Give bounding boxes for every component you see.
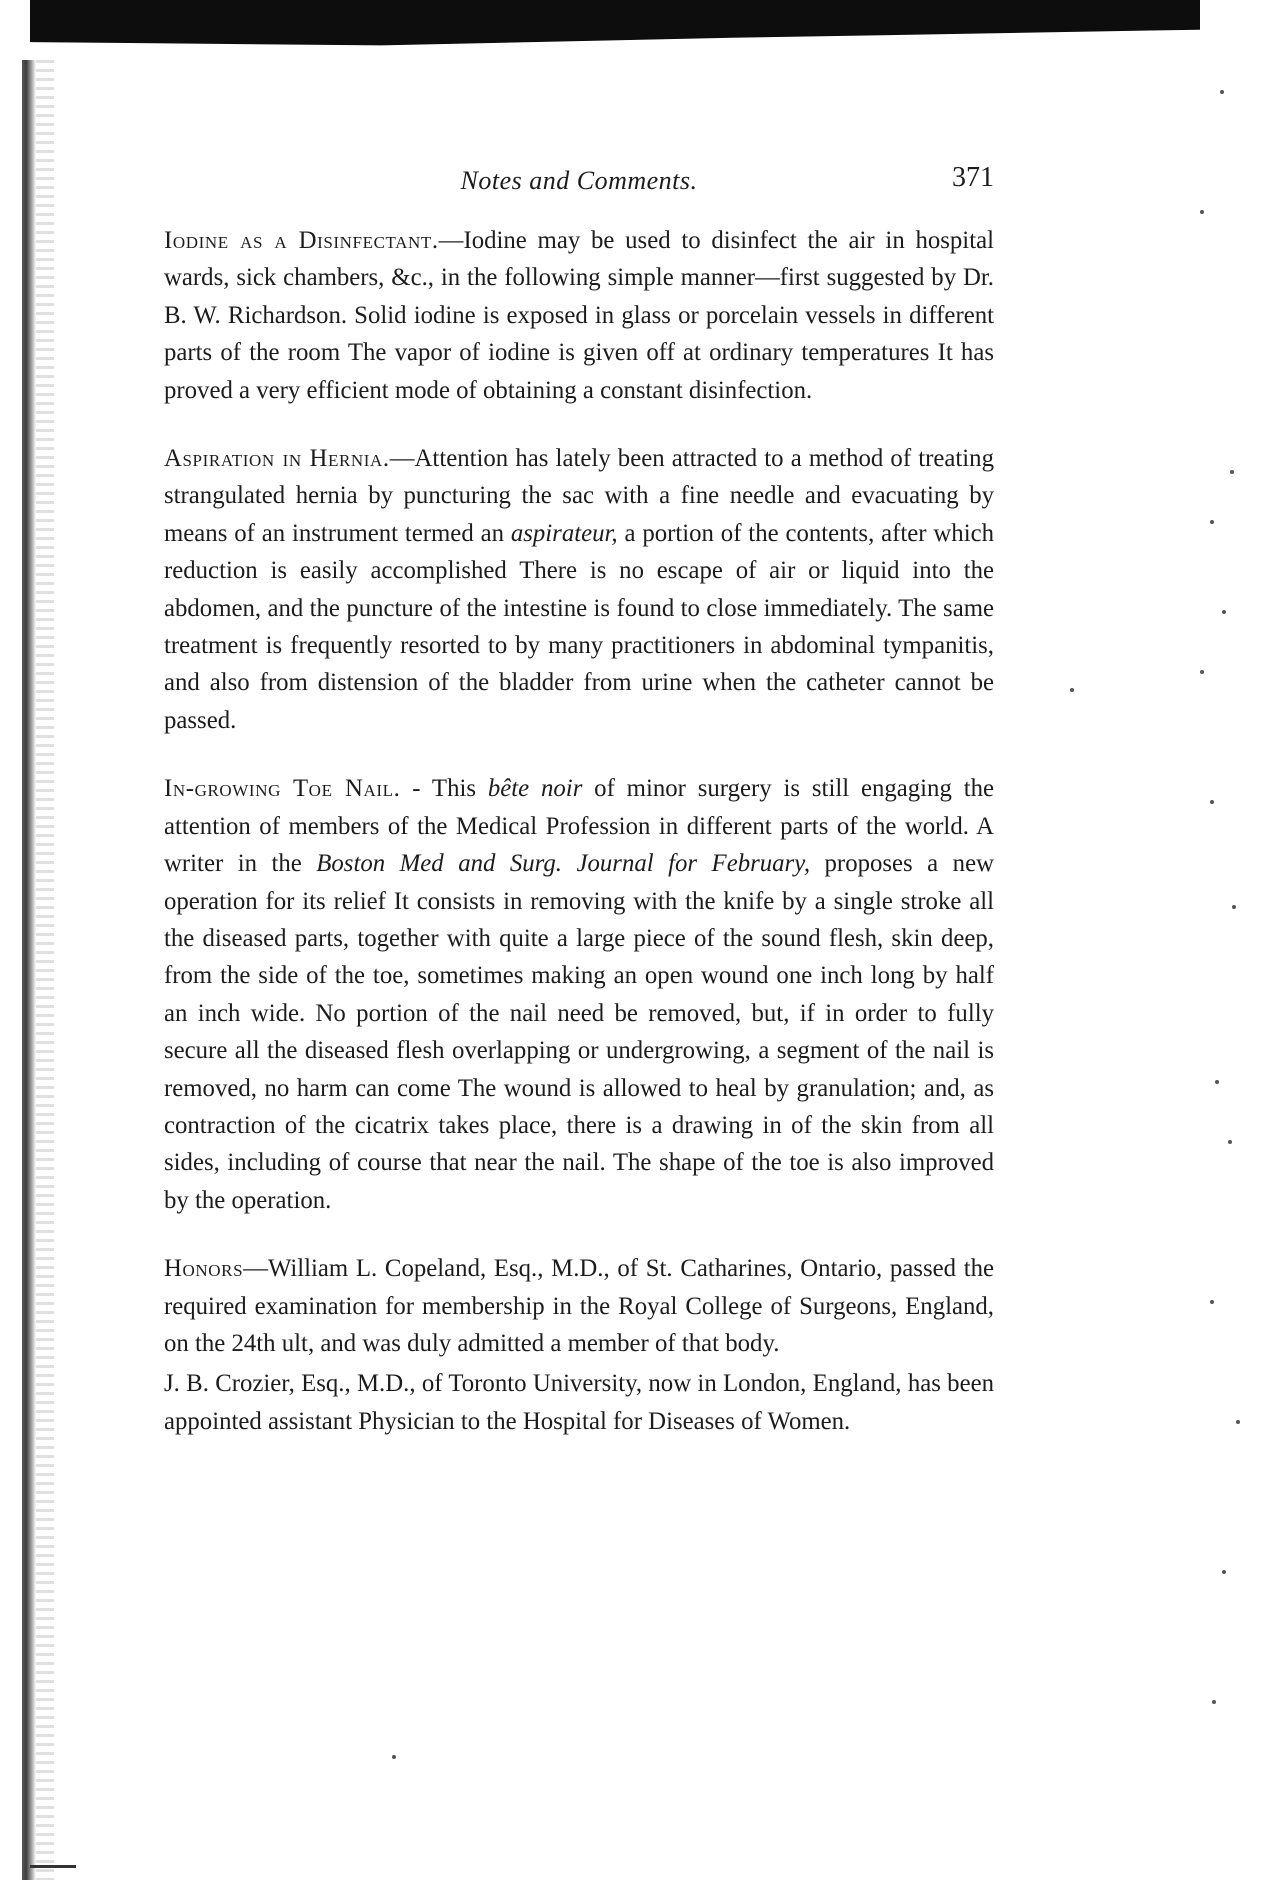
paragraph bbox=[164, 440, 994, 739]
section-ingrowing-toe-nail bbox=[164, 770, 994, 1219]
section-heading: Aspiration in Hernia. bbox=[164, 445, 390, 473]
scan-speck bbox=[1212, 1700, 1216, 1704]
scan-mark-bottom bbox=[30, 1865, 76, 1868]
scan-speck bbox=[1210, 800, 1214, 804]
paragraph-text: a portion of the contents, after which reduction is easily accomplished There is no escape of air or liquid into the abdomen, and the puncture of the intestine is found to close immediately. The same treatment is frequently resorted to by many practitioners in abdominal tympanitis, and also from distension of the bladder from urine when the catheter cannot be passed. bbox=[164, 519, 994, 734]
section-iodine-disinfectant bbox=[164, 222, 994, 409]
section-honors bbox=[164, 1250, 994, 1440]
scan-speck bbox=[1220, 90, 1224, 94]
scan-speck bbox=[1070, 688, 1074, 692]
scan-speck bbox=[1210, 520, 1214, 524]
scan-speck bbox=[1232, 905, 1236, 909]
paragraph-text: - This bbox=[400, 775, 488, 803]
paragraph-text: —Iodine may be used to disinfect the air in hospital wards, sick chambers, &c., in the following simple manner—first suggested by Dr. B. W. Richardson. Solid iodine is exposed in glass or porcelain vessels in different parts of the room The vapor of iodine is given off at ordinary temperatures It has proved a very efficient mode of obtaining a constant disinfection. bbox=[164, 227, 994, 404]
page-number: 371 bbox=[952, 162, 994, 193]
paragraph-text: of minor surgery is still engaging the attention of members of the Medical Profession in different parts of the world. A writer in the bbox=[164, 775, 994, 878]
scan-speck bbox=[392, 1755, 396, 1759]
scan-speck bbox=[1236, 1420, 1240, 1424]
page-body bbox=[164, 160, 994, 1471]
section-heading: Honors bbox=[164, 1255, 244, 1283]
running-header bbox=[164, 160, 994, 200]
scan-binding-edge bbox=[22, 60, 36, 1880]
scan-speck bbox=[1230, 470, 1234, 474]
scan-speck bbox=[1210, 1300, 1214, 1304]
scan-speck bbox=[1222, 610, 1226, 614]
section-heading: In-growing Toe Nail. bbox=[164, 775, 401, 803]
scan-shadow-top bbox=[30, 0, 1200, 54]
scan-speck bbox=[1228, 1140, 1232, 1144]
paragraph bbox=[164, 1250, 994, 1362]
running-title: Notes and Comments. bbox=[460, 166, 698, 195]
scan-speck bbox=[1200, 210, 1204, 214]
journal-citation: Boston Med and Surg. Journal for February, bbox=[316, 850, 811, 878]
scan-speck bbox=[1215, 1080, 1219, 1084]
scan-binding-texture bbox=[36, 60, 54, 1880]
paragraph bbox=[164, 222, 994, 409]
paragraph: J. B. Crozier, Esq., M.D., of Toronto University, now in London, England, has been appointed assistant Physician to the Hospital for Diseases of Women. bbox=[164, 1370, 994, 1435]
paragraph bbox=[164, 770, 994, 1219]
scan-speck bbox=[1222, 1570, 1226, 1574]
paragraph-text: proposes a new operation for its relief It consists in removing with the knife by a single stroke all the diseased parts, together with quite a large piece of the sound flesh, skin deep, from the side of the toe, sometimes making an open wound one inch long by half an inch wide. No portion of the nail need be removed, but, if in order to fully secure all the diseased flesh overlapping or undergrowing, a segment of the nail is removed, no harm can come The wound is allowed to heal by granulation; and, as contraction of the cicatrix takes place, there is a drawing in of the skin from all sides, including of course that near the nail. The shape of the toe is also improved by the operation. bbox=[164, 850, 994, 1214]
section-aspiration-hernia bbox=[164, 440, 994, 739]
section-heading: Iodine as a Disinfectant. bbox=[164, 227, 439, 254]
italic-term: aspirateur, bbox=[510, 519, 618, 547]
scan-speck bbox=[1200, 670, 1204, 674]
paragraph-text: —William L. Copeland, Esq., M.D., of St. Catharines, Ontario, passed the required examination for membership in the Royal College of Surgeons, England, on the 24th ult, and was duly admitted a member of that body. bbox=[164, 1255, 994, 1357]
italic-term: bête noir bbox=[487, 775, 583, 803]
paragraph-text: —Attention has lately been attracted to a method of treating strangulated hernia by puncturing the sac with a fine needle and evacuating by means of an instrument termed an bbox=[164, 445, 994, 547]
